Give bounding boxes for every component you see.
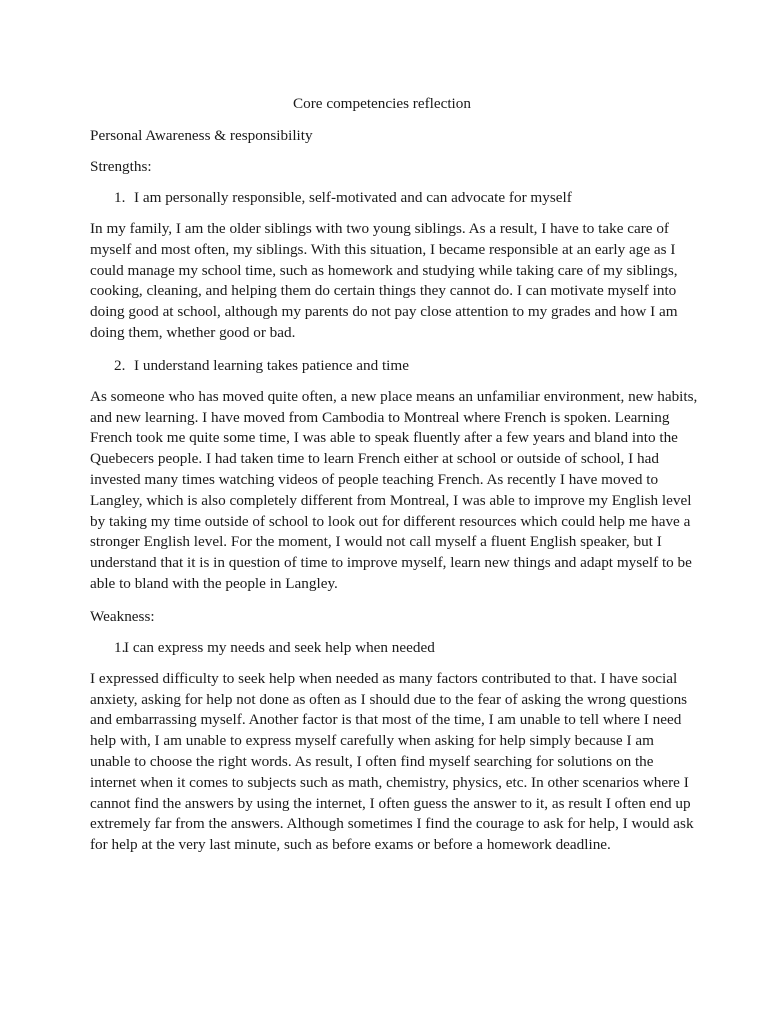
paragraph-family: In my family, I am the older siblings with two young siblings. As a result, I have to take care of myself and most often, my siblings. With this situation, I became responsible at an early age as I could manage my school time, such as homework and studying while taking care of my siblings, cooking, cleaning, and helping them do certain things they cannot do. I can motivate myself into doing good at school, although my parents do not pay close attention to my grades and how I am doing them, whether good or bad.	[90, 220, 678, 341]
strength-item-1	[90, 188, 698, 207]
document-title: Core competencies reflection	[293, 95, 471, 112]
strength-item-1-text: I am personally responsible, self-motivated and can advocate for myself	[134, 189, 572, 206]
weakness-item-1-number: 1.	[114, 638, 126, 656]
strengths-heading: Strengths:	[90, 158, 152, 175]
weakness-heading: Weakness:	[90, 607, 155, 625]
paragraph-learning: As someone who has moved quite often, a new place means an unfamiliar environment, new habits, and new learning. I have moved from Cambodia to Montreal where French is spoken. Learning French took me quite some time, I was able to speak fluently after a few years and bland into the Quebecers people. I had taken time to learn French either at school or outside of school, I had invested many times watching videos of people teaching French. As recently I have moved to Langley, which is also completely different from Montreal, I was able to improve my English level by taking my time outside of school to look out for different resources which could help me have a stronger English level. For the moment, I would not call myself a fluent English speaker, but I understand that it is in question of time to improve myself, learn new things and adapt myself to be able to bland with the people in Langley.	[90, 387, 698, 592]
strength-item-1-number: 1.	[114, 189, 126, 206]
weakness-item-1	[90, 638, 698, 657]
section-heading: Personal Awareness & responsibility	[90, 127, 313, 144]
weakness-item-1-text: I can express my needs and seek help when needed	[124, 638, 435, 656]
strength-item-2	[90, 356, 698, 375]
paragraph-seeking-help: I expressed difficulty to seek help when needed as many factors contributed to that. I have social anxiety, asking for help not done as often as I should due to the fear of asking the wrong questions and embarrassing myself. Another factor is that most of the time, I am unable to tell where I need help with, I am unable to express myself carefully when asking for help simply because I am unable to choose the right words. As result, I often find myself searching for solutions on the internet when it comes to subjects such as math, chemistry, physics, etc. In other scenarios where I cannot find the answers by using the internet, I often guess the answer to it, as result I often end up extremely far from the answers. Although sometimes I find the courage to ask for help, I would ask for help at the very last minute, such as before exams or before a homework deadline.	[90, 669, 694, 854]
strength-item-2-text: I understand learning takes patience and time	[134, 356, 409, 374]
strength-item-2-number: 2.	[114, 356, 126, 374]
